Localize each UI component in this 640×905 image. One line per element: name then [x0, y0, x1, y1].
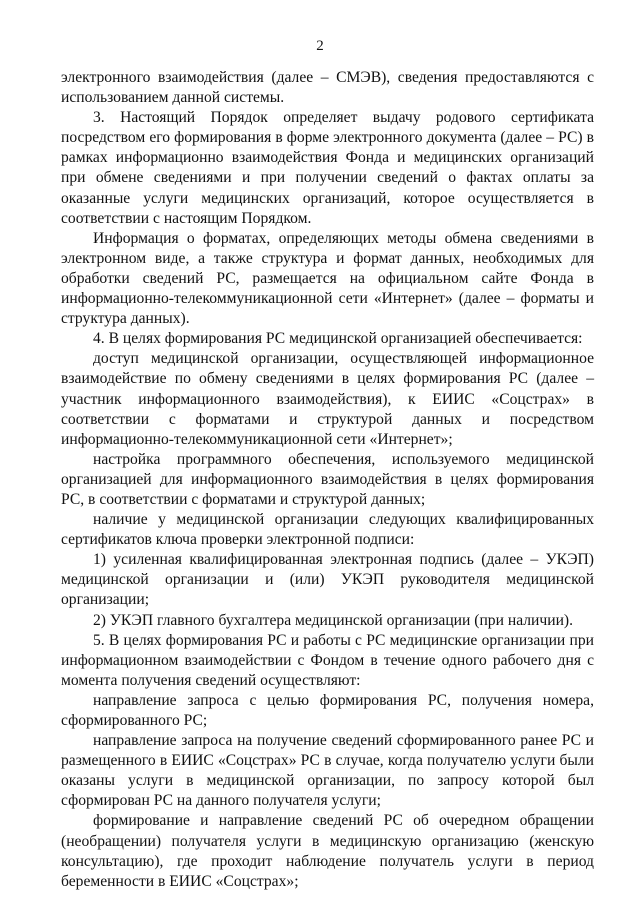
- paragraph-4-certificates: наличие у медицинской организации следующих квалифицированных сертификатов ключа проверки электронной подписи:: [61, 511, 594, 549]
- paragraph-3-order-scope: 3. Настоящий Порядок определяет выдачу родового сертификата посредством его формирования в форме электронного документа (далее – РС) в рамках информационно взаимодействия Фонда и медицинских организаций при обмене сведениями и при получении сведений о фактах оплаты за оказанные услуги медицинских организаций, которое осуществляется в соответствии с настоящим Порядком.: [61, 109, 594, 227]
- page-number: 2: [316, 38, 324, 54]
- paragraph-5-heading: 5. В целях формирования РС и работы с РС медицинские организации при информационном взаимодействии с Фондом в течение одного рабочего дня с момента получения сведений осуществляют:: [61, 631, 594, 689]
- paragraph-formats-info: Информация о форматах, определяющих методы обмена сведениями в электронном виде, а также структура и формат данных, необходимых для обработки сведений РС, размещается на официальном сайте Фонда в информационно-телекоммуникационной сети «Интернет» (далее – форматы и структура данных).: [61, 229, 594, 328]
- paragraph-4-software-setup: настройка программного обеспечения, используемого медицинской организацией для информационного взаимодействия в целях формирования РС, в соответствии с форматами и структурой данных;: [61, 450, 594, 508]
- document-body: [61, 68, 594, 892]
- paragraph-4-access: доступ медицинской организации, осуществляющей информационное взаимодействие по обмену сведениями в целях формирования РС (далее – участник информационного взаимодействия), к ЕИИС «Соцстрах» в соответствии с форматами и структурой данных и посредством информационно-телекоммуникационной сети «Интернет»;: [61, 350, 594, 448]
- paragraph-5-visit-info: формирование и направление сведений РС об очередном обращении (необращении) получателя услуги в медицинскую организацию (женскую консультацию), где проходит наблюдение получатель услуги в период беременности в ЕИИС «Соцстрах»;: [61, 812, 594, 890]
- paragraph-4-item-2: 2) УКЭП главного бухгалтера медицинской организации (при наличии).: [93, 611, 574, 629]
- paragraph-5-request-info: направление запроса на получение сведений сформированного ранее РС и размещенного в ЕИИС «Соцстрах» РС в случае, когда получателю услуги были оказаны услуги в медицинской организации, по запросу которой был сформирован РС на данного получателя услуги;: [61, 732, 594, 810]
- paragraph-5-request-form: направление запроса с целью формирования РС, получения номера, сформированного РС;: [61, 691, 594, 729]
- paragraph-4-item-1: 1) усиленная квалифицированная электронная подпись (далее – УКЭП) медицинской организации и (или) УКЭП руководителя медицинской организации;: [61, 551, 594, 609]
- paragraph-smev-continuation: электронного взаимодействия (далее – СМЭВ), сведения предоставляются с использованием данной системы.: [61, 69, 594, 107]
- paragraph-4-heading: 4. В целях формирования РС медицинской организацией обеспечивается:: [93, 330, 583, 348]
